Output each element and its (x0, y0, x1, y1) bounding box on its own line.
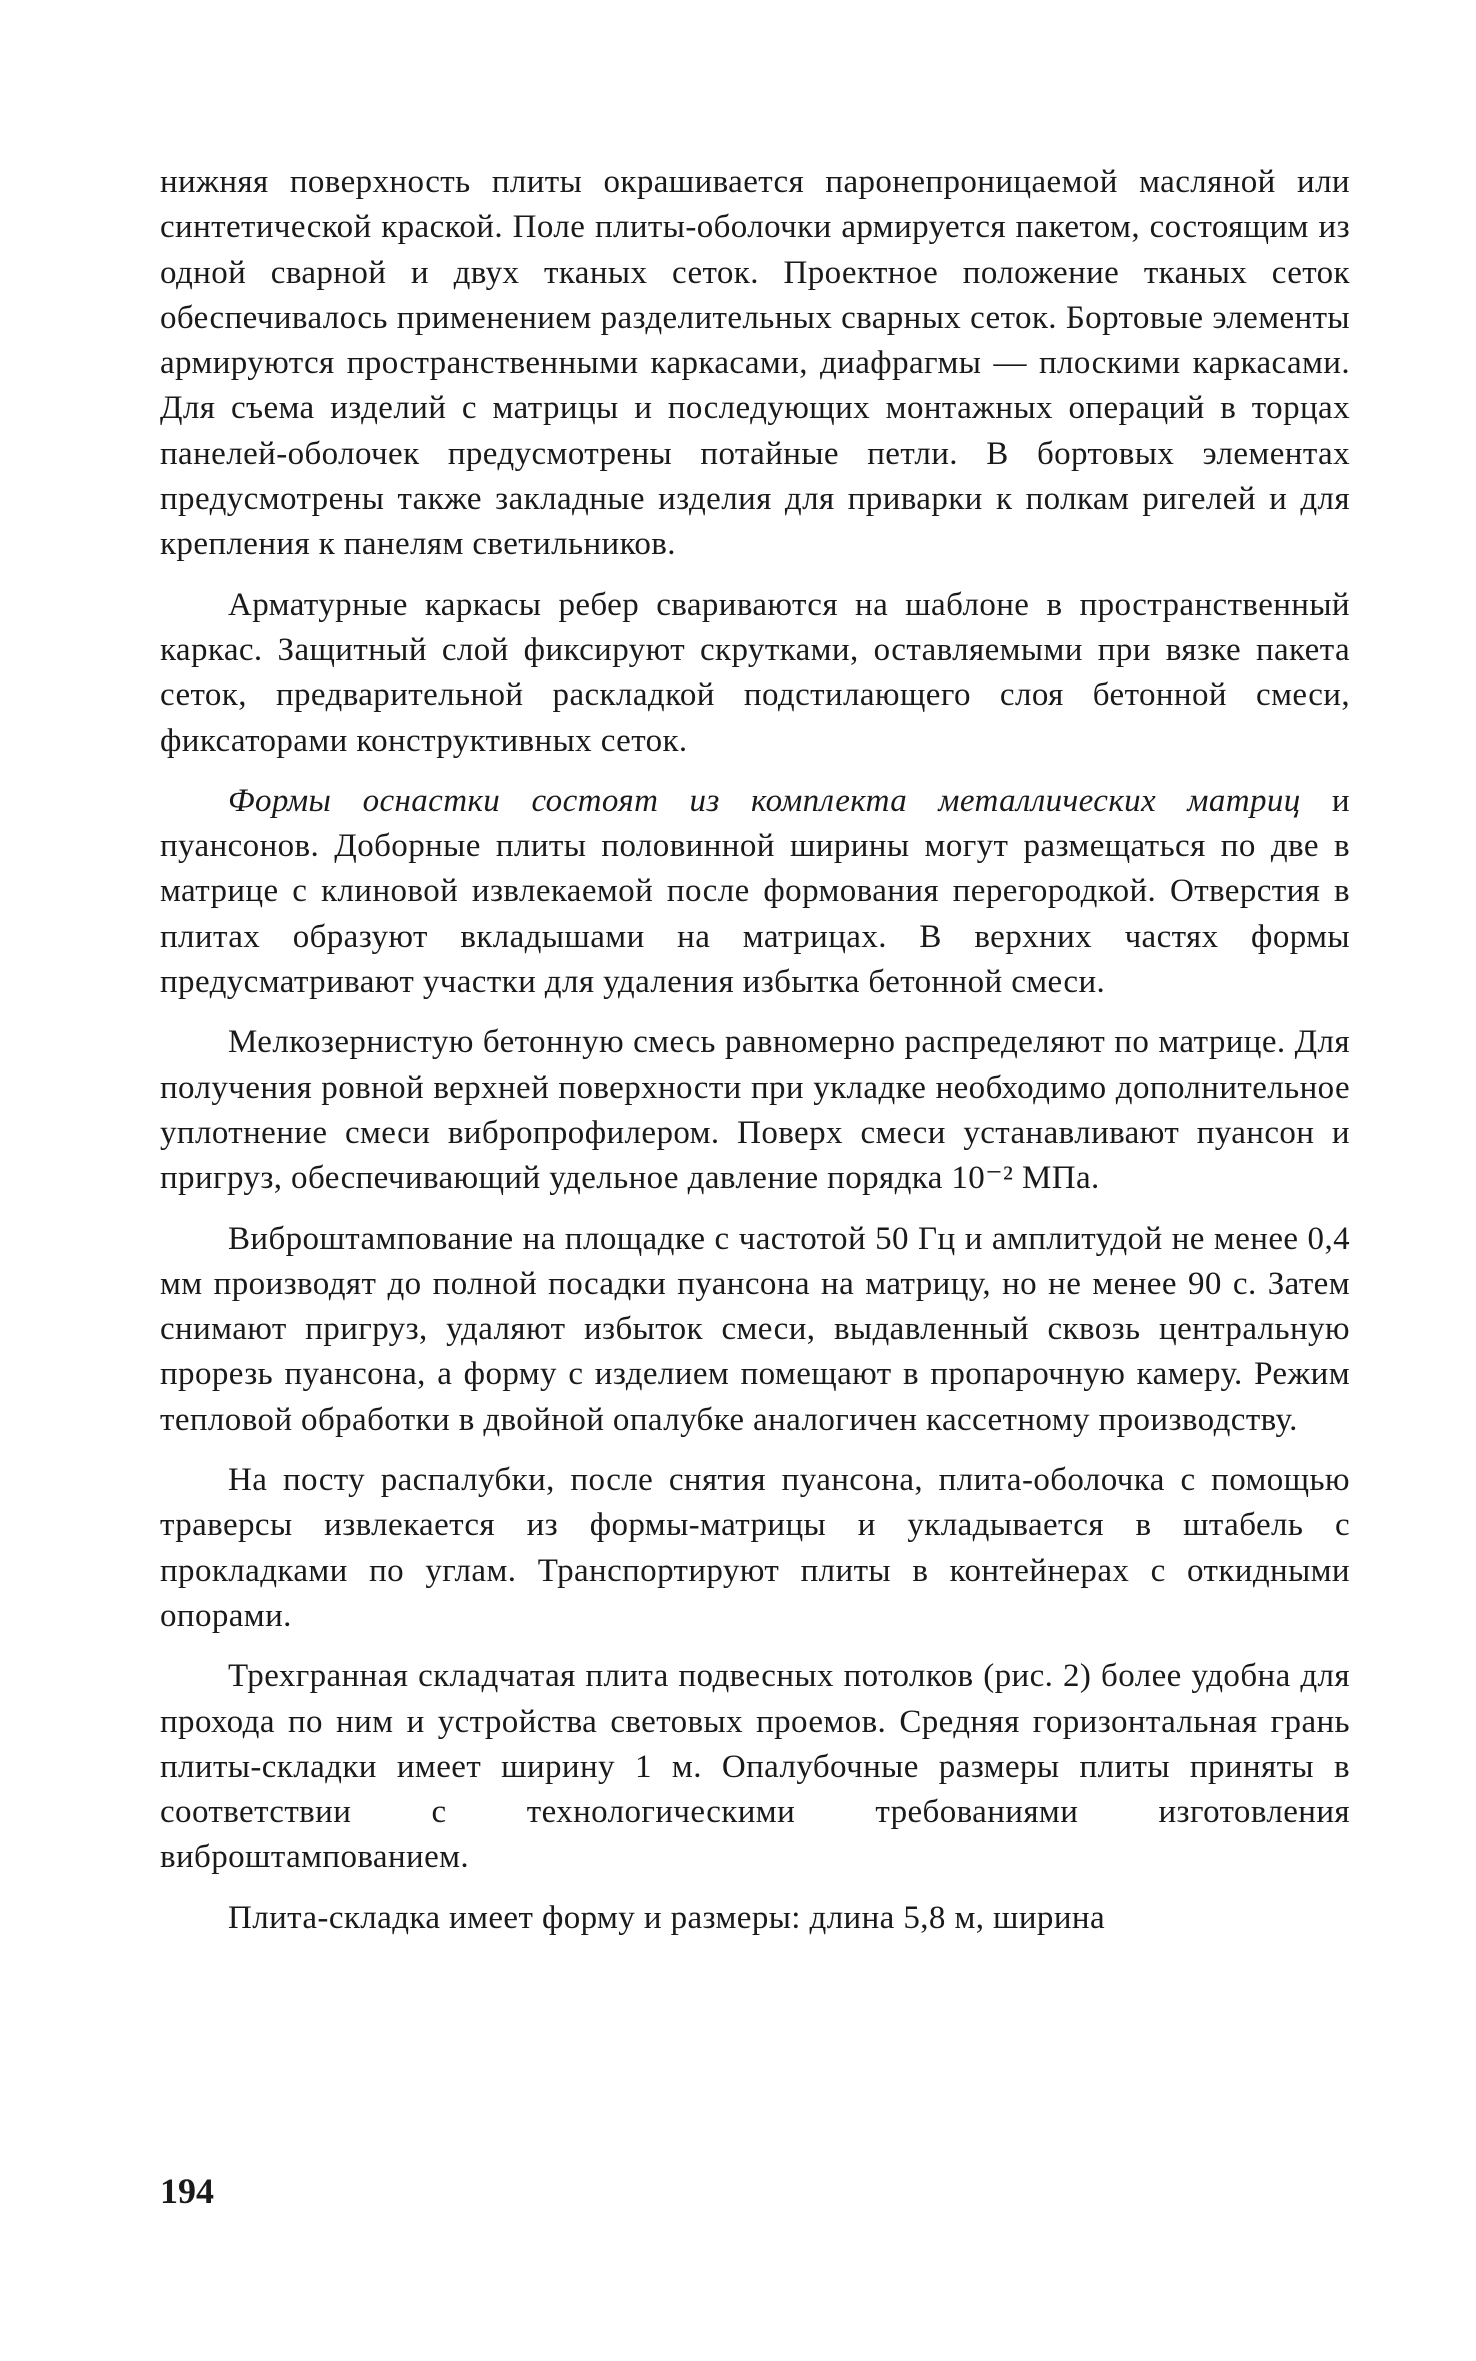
paragraph-3-text: и пуансонов. Доборные плиты половинной ширины могут размещаться по две в матрице с клиновой извлекаемой после формования перегородкой. Отверстия в плитах образуют вкладышами на матрицах. В верхних частях формы предусматривают участки для удаления избытка бетонной смеси. (160, 782, 1350, 1001)
page-body (160, 160, 1350, 1956)
paragraph-3-italic-lead: Формы оснастки состоят из комплекта металлических матриц (228, 782, 1301, 819)
paragraph-6 (160, 1458, 1350, 1639)
paragraph-7 (160, 1654, 1350, 1880)
paragraph-2-text: Арматурные каркасы ребер свариваются на шаблоне в пространственный каркас. Защитный слой фиксируют скрутками, оставляемыми при вязке пакета сеток, предварительной раскладкой подстилающего слоя бетонной смеси, фиксаторами конструктивных сеток. (160, 586, 1350, 759)
paragraph-8 (160, 1896, 1350, 1941)
paragraph-4-text: Мелкозернистую бетонную смесь равномерно распределяют по матрице. Для получения ровной верхней поверхности при укладке необходимо дополнительное уплотнение смеси вибропрофилером. Поверх смеси устанавливают пуансон и пригруз, обеспечивающий удельное давление порядка 10⁻² МПа. (160, 1024, 1350, 1197)
paragraph-5 (160, 1217, 1350, 1443)
paragraph-1-text: нижняя поверхность плиты окрашивается паронепроницаемой масляной или синтетической краской. Поле плиты-оболочки армируется пакетом, состоящим из одной сварной и двух тканых сеток. Проектное положение тканых сеток обеспечивалось применением разделительных сварных сеток. Бортовые элементы армируются пространственными каркасами, диафрагмы — плоскими каркасами. Для съема изделий с матрицы и последующих монтажных операций в торцах панелей-оболочек предусмотрены потайные петли. В бортовых элементах предусмотрены также закладные изделия для приварки к полкам ригелей и для крепления к панелям светильников. (160, 164, 1350, 563)
paragraph-8-text: Плита-складка имеет форму и размеры: длина 5,8 м, ширина (228, 1899, 1105, 1936)
paragraph-5-text: Виброштампование на площадке с частотой 50 Гц и амплитудой не менее 0,4 мм производят до полной посадки пуансона на матрицу, но не менее 90 с. Затем снимают пригруз, удаляют избыток смеси, выдавленный сквозь центральную прорезь пуансона, а форму с изделием помещают в пропарочную камеру. Режим тепловой обработки в двойной опалубке аналогичен кассетному производству. (160, 1220, 1350, 1438)
paragraph-3 (160, 779, 1350, 1005)
page-number: 194 (160, 2171, 214, 2211)
paragraph-1 (160, 160, 1350, 568)
paragraph-2 (160, 583, 1350, 764)
paragraph-4 (160, 1020, 1350, 1201)
paragraph-6-text: На посту распалубки, после снятия пуансона, плита-оболочка с помощью траверсы извлекается из формы-матрицы и укладывается в штабель с прокладками по углам. Транспортируют плиты в контейнерах с откидными опорами. (160, 1462, 1350, 1634)
paragraph-7-text: Трехгранная складчатая плита подвесных потолков (рис. 2) более удобна для прохода по ним и устройства световых проемов. Средняя горизонтальная грань плиты-складки имеет ширину 1 м. Опалубочные размеры плиты приняты в соответствии с технологическими требованиями изготовления виброштампованием. (160, 1658, 1350, 1876)
